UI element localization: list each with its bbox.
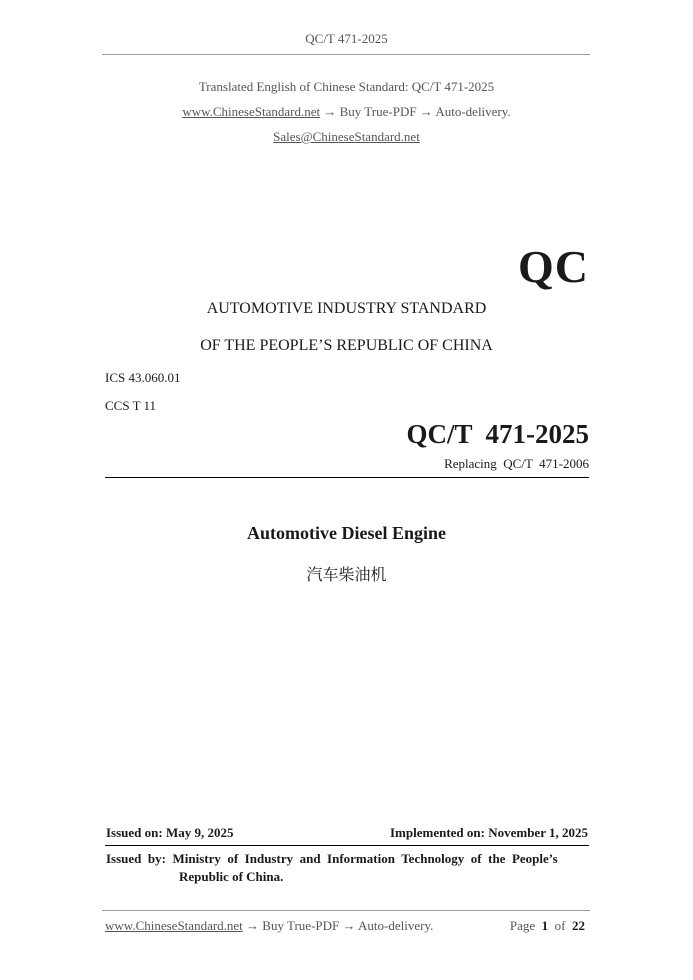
issued-by-line-1: Issued by: Ministry of Industry and Information Technology of the People’s — [106, 851, 558, 866]
email-link[interactable]: Sales@ChineseStandard.net — [273, 129, 420, 144]
footer-site-link[interactable]: www.ChineseStandard.net — [105, 918, 243, 933]
translation-notice: Translated English of Chinese Standard: QC/T 471-2025 — [198, 79, 495, 94]
ccs-code: CCS T 11 — [105, 398, 157, 413]
org-line-2: OF THE PEOPLE’S REPUBLIC OF CHINA — [200, 337, 493, 354]
header-divider — [102, 54, 590, 55]
email-line — [0, 129, 693, 145]
ics-code: ICS 43.060.01 — [105, 370, 181, 385]
footer-link-line — [105, 918, 433, 934]
standard-number: QC/T 471-2025 — [406, 419, 589, 449]
replacing-note: Replacing QC/T 471-2006 — [444, 456, 589, 471]
dates-divider — [105, 845, 589, 846]
implemented-on: Implemented on: November 1, 2025 — [390, 825, 588, 840]
page-indicator — [510, 918, 585, 934]
running-header: QC/T 471-2025 — [305, 31, 388, 46]
page-total: 22 — [572, 918, 585, 933]
notice-link-line — [0, 104, 693, 120]
footer-site-suffix: → Buy True-PDF → Auto-delivery. — [242, 918, 434, 933]
issued-on: Issued on: May 9, 2025 — [106, 825, 234, 840]
qc-logo: QC — [518, 241, 589, 292]
title-english: Automotive Diesel Engine — [247, 523, 446, 543]
page-label: Page — [509, 918, 536, 933]
page-number: 1 — [541, 918, 549, 933]
site-link[interactable]: www.ChineseStandard.net — [182, 104, 321, 119]
issued-by-line-2: Republic of China. — [179, 869, 284, 884]
footer-divider — [102, 910, 590, 911]
title-chinese: 汽车柴油机 — [306, 565, 387, 584]
page-of-label: of — [554, 918, 566, 933]
site-link-suffix: → Buy True-PDF → Auto-delivery. — [320, 104, 511, 119]
title-divider — [105, 477, 589, 478]
org-line-1: AUTOMOTIVE INDUSTRY STANDARD — [206, 300, 487, 317]
